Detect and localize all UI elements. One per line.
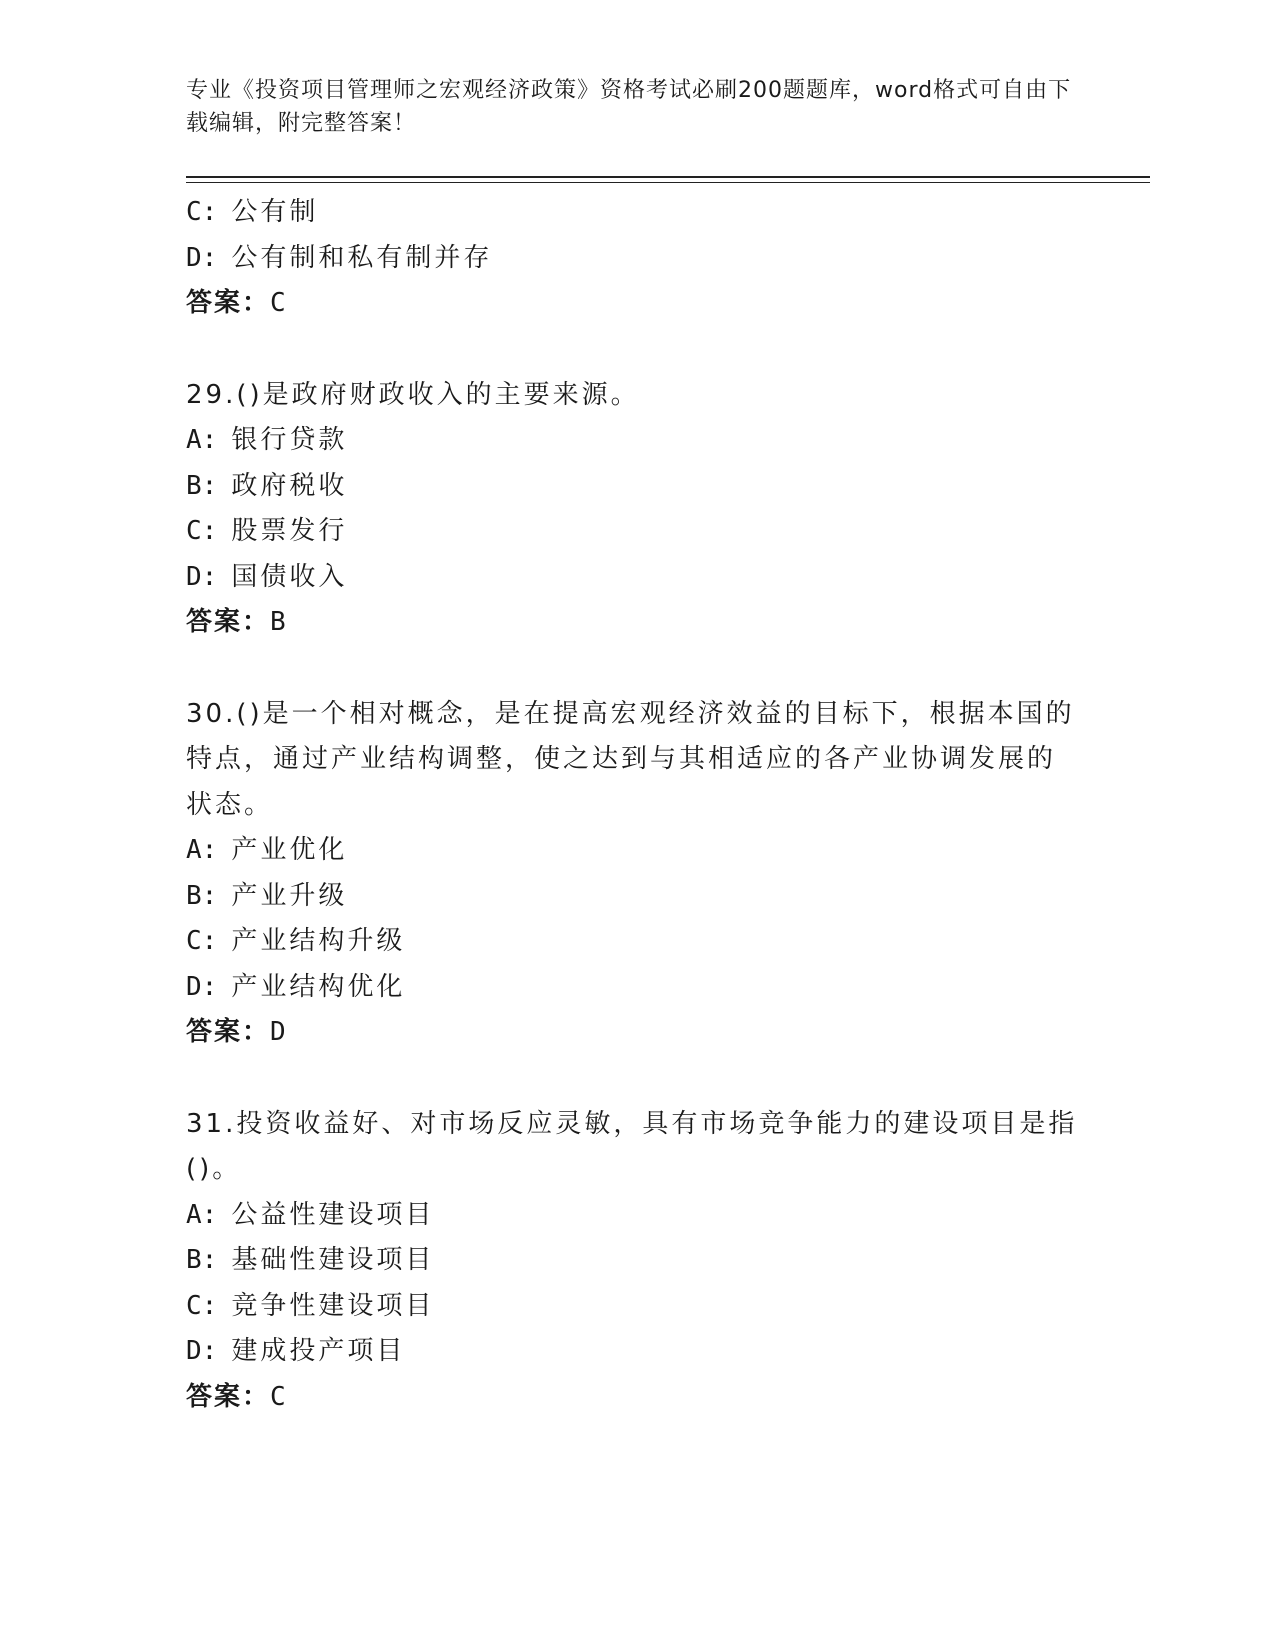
question-block-30	[186, 692, 1086, 1056]
header-divider-thick	[186, 176, 1150, 178]
option-c: C: 产业结构升级	[186, 926, 406, 956]
option-d: D: 建成投产项目	[186, 1336, 406, 1366]
answer-line: 答案：B	[186, 607, 288, 637]
option-d: D: 公有制和私有制并存	[186, 242, 493, 273]
option-c: C: 股票发行	[186, 516, 348, 546]
option-b: B: 政府税收	[186, 470, 348, 501]
question-text-line-1: 31.投资收益好、对市场反应灵敏，具有市场竞争能力的建设项目是指	[186, 1108, 1078, 1139]
answer-line: 答案：D	[186, 1017, 288, 1047]
question-block-continued	[186, 190, 1086, 327]
answer-line: 答案：C	[186, 1381, 288, 1412]
option-c: C: 公有制	[186, 197, 319, 227]
question-text-line-2: ()。	[186, 1154, 242, 1184]
question-text: 29.()是政府财政收入的主要来源。	[186, 379, 640, 410]
option-a: A: 银行贷款	[186, 425, 348, 455]
question-text-line-1: 30.()是一个相对概念，是在提高宏观经济效益的目标下，根据本国的	[186, 698, 1075, 729]
question-text-line-2: 特点，通过产业结构调整，使之达到与其相适应的各产业协调发展的	[186, 744, 1057, 774]
question-list	[186, 190, 1086, 1420]
question-block-31	[186, 1102, 1086, 1421]
option-b: B: 基础性建设项目	[186, 1245, 435, 1275]
option-d: D: 产业结构优化	[186, 971, 406, 1002]
header-divider-thin	[186, 182, 1150, 183]
option-a: A: 公益性建设项目	[186, 1199, 435, 1230]
spacer	[186, 646, 1086, 692]
option-a: A: 产业优化	[186, 835, 348, 865]
spacer	[186, 327, 1086, 373]
document-header: 专业《投资项目管理师之宏观经济政策》资格考试必刷200题题库，word格式可自由下载编辑，附完整答案！	[186, 78, 1072, 136]
question-block-29	[186, 373, 1086, 646]
question-text-line-3: 状态。	[186, 789, 274, 820]
option-d: D: 国债收入	[186, 561, 348, 592]
option-c: C: 竞争性建设项目	[186, 1290, 435, 1321]
spacer	[186, 1056, 1086, 1102]
option-b: B: 产业升级	[186, 880, 348, 911]
answer-line: 答案：C	[186, 288, 288, 318]
